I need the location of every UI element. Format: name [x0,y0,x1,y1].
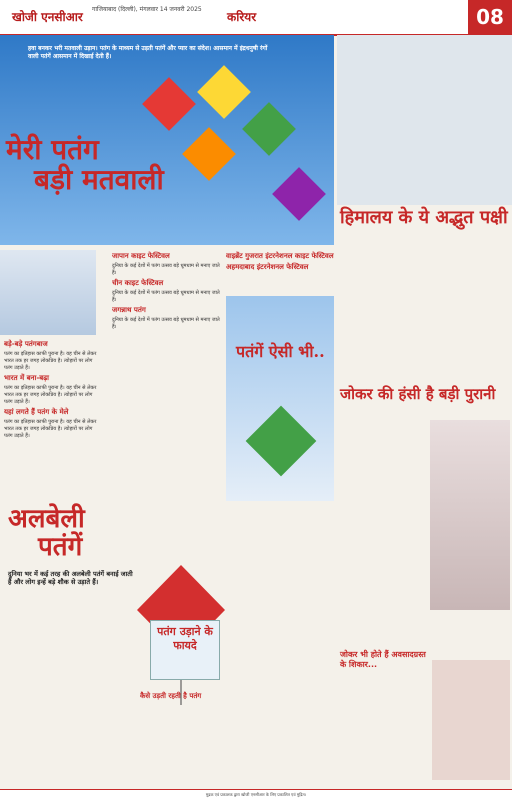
mid-column [112,250,222,500]
joker-photo [430,420,510,610]
kite-photo [226,296,334,501]
feature-title: पतंगें ऐसी भी.. [236,342,325,361]
albeli-intro: दुनिया भर में कई तरह की अलबेली पतंगें बनाई जाती हैं और लोग इन्हें बड़े शौक से उड़ाते हैं। [8,570,133,586]
kite-icon [246,406,317,477]
albeli-line1: अलबेली [8,504,85,534]
himalaya-headline: हिमालय के ये अद्भुत पक्षी [340,207,508,228]
headline-line1: मेरी पतंग [6,133,99,166]
subhead: बड़े-बड़े पतंगबाज [4,340,48,348]
joker-subhead: जोकर भी होते हैं अवसादग्रस्त के शिकार... [340,650,426,669]
fayde-box [150,620,220,680]
body-text: पतंग का इतिहास काफी पुराना है। यह चीन से लेकर भारत तक हर जगह लोकप्रिय है। त्योहारों पर लोग पतंग उड़ाते हैं। [4,419,97,439]
festival-column [226,250,334,294]
joker-photo-2 [432,660,510,780]
left-column [4,338,100,498]
section-name: करियर [227,10,257,24]
kite-icon [182,127,236,181]
fayde-title: पतंग उड़ाने के फायदे [157,625,213,652]
subhead: भारत में बना-बढ़ा [4,374,49,382]
hero-kite-image [0,35,334,245]
dateline: गाजियाबाद (दिल्ली), मंगलवार 14 जनवरी 2025 [92,6,202,13]
kite-icon [197,65,251,119]
credit: वाइब्रेंट गुजरात इंटरनेशनल काइट फेस्टिवल [226,252,334,260]
kite-icon [272,167,326,221]
subhead: जापान काइट फेस्टिवल [112,252,170,260]
subhead: जगन्नाथ पतंग [112,306,146,314]
masthead [0,0,512,36]
body-text: दुनिया के कई देशों में पतंग उत्सव बड़े धूमधाम से मनाए जाते हैं। [112,263,220,276]
body-text: दुनिया के कई देशों में पतंग उत्सव बड़े धूमधाम से मनाए जाते हैं। [112,290,220,303]
main-headline [6,135,164,195]
subhead: अहमदाबाद इंटरनेशनल फेस्टिवल [226,263,309,271]
kite-icon [142,77,196,131]
kite-icon [242,102,296,156]
headline-line2: बड़ी मतवाली [34,163,164,196]
albeli-headline [8,505,85,561]
albeli-line2: पतंगें [38,532,83,562]
girl-photo [0,250,96,335]
brand-name: खोजी एनसीआर [12,10,83,24]
body-text: पतंग का इतिहास काफी पुराना है। यह चीन से लेकर भारत तक हर जगह लोकप्रिय है। त्योहारों पर लोग पतंग उड़ाते हैं। [4,385,97,405]
fayde-column [140,690,230,785]
hero-caption: हवा बनकर भरी मतवाली उड़ान। पतंग के माध्यम से उड़ती पतंगें और प्यार का संदेश। आसमान में इंद्रधनुषी रंगों वाली पतंगें आसमान में दिखाई देती हैं। [28,45,268,60]
joker-headline: जोकर की हंसी है बड़ी पुरानी [340,385,496,403]
body-text: पतंग का इतिहास काफी पुराना है। यह चीन से लेकर भारत तक हर जगह लोकप्रिय है। त्योहारों पर लोग पतंग उड़ाते हैं। [4,351,97,371]
page-number: 08 [468,0,512,34]
subhead: यहां लगते हैं पतंग के मेले [4,408,69,416]
subhead: चीन काइट फेस्टिवल [112,279,164,287]
footer: मुद्रक एवं प्रकाशक द्वारा खोजी एनसीआर के लिए प्रकाशित एवं मुद्रित। [0,789,512,800]
birds-collage [337,35,512,205]
body-text: दुनिया के कई देशों में पतंग उत्सव बड़े धूमधाम से मनाए जाते हैं। [112,317,220,330]
subhead: कैसे उड़ती रहती है पतंग [140,692,202,700]
